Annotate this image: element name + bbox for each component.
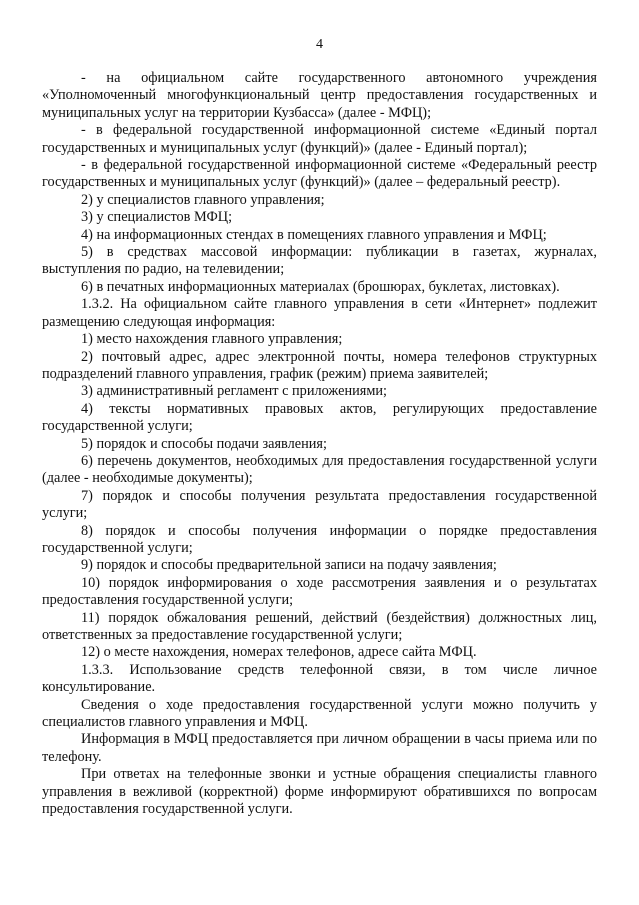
paragraph: 6) в печатных информационных материалах (брошюрах, буклетах, листовках).	[81, 278, 560, 295]
paragraph: 6) перечень документов, необходимых для предоставления государственной услуги (далее - необходимые документы);	[42, 452, 597, 487]
paragraph: 1) место нахождения главного управления;	[81, 331, 343, 348]
paragraph: 1.3.2. На официальном сайте главного управления в сети «Интернет» подлежит размещению следующая информация:	[42, 296, 597, 330]
page-body	[42, 70, 597, 818]
paragraph: 9) порядок и способы предварительной записи на подачу заявления;	[81, 557, 497, 574]
paragraph: 4) тексты нормативных правовых актов, регулирующих предоставление государственной услуги;	[42, 400, 597, 435]
paragraph: Информация в МФЦ предоставляется при личном обращении в часы приема или по телефону.	[42, 731, 597, 765]
paragraph: 5) порядок и способы подачи заявления;	[81, 435, 327, 452]
paragraph: 8) порядок и способы получения информации о порядке предоставления государственной услуги;	[42, 522, 597, 556]
paragraph: 10) порядок информирования о ходе рассмотрения заявления и о результатах предоставления государственной услуги;	[42, 574, 597, 609]
paragraph: 3) административный регламент с приложениями;	[81, 383, 387, 400]
paragraph: - в федеральной государственной информационной системе «Федеральный реестр государственных и муниципальных услуг (функций)» (далее – федеральный реестр).	[42, 157, 597, 191]
page-number: 4	[316, 37, 323, 52]
paragraph: 11) порядок обжалования решений, действий (бездействия) должностных лиц, ответственных за предоставление государственной услуги;	[42, 609, 597, 643]
paragraph: - на официальном сайте государственного автономного учреждения «Уполномоченный многофункциональный центр предоставления государственных и муниципальных услуг на территории Кузбасса» (далее - МФЦ);	[42, 70, 597, 121]
paragraph: - в федеральной государственной информационной системе «Единый портал государственных и муниципальных услуг (функций)» (далее - Единый портал);	[42, 122, 597, 156]
paragraph: 1.3.3. Использование средств телефонной связи, в том числе личное консультирование.	[42, 661, 597, 696]
paragraph: 7) порядок и способы получения результата предоставления государственной услуги;	[42, 487, 597, 522]
paragraph: 2) почтовый адрес, адрес электронной почты, номера телефонов структурных подразделений главного управления, график (режим) приема заявителей;	[42, 348, 597, 382]
paragraph: Сведения о ходе предоставления государственной услуги можно получить у специалистов главного управления и МФЦ.	[42, 696, 597, 731]
paragraph: 3) у специалистов МФЦ;	[81, 209, 233, 226]
paragraph: 12) о месте нахождения, номерах телефонов, адресе сайта МФЦ.	[81, 644, 477, 661]
paragraph: 4) на информационных стендах в помещениях главного управления и МФЦ;	[81, 226, 547, 243]
paragraph: 5) в средствах массовой информации: публикации в газетах, журналах, выступления по радио, на телевидении;	[42, 244, 597, 278]
paragraph: При ответах на телефонные звонки и устные обращения специалисты главного управления в вежливой (корректной) форме информируют обратившихся по вопросам предоставления государственной услуги.	[42, 766, 597, 818]
paragraph: 2) у специалистов главного управления;	[81, 191, 325, 208]
